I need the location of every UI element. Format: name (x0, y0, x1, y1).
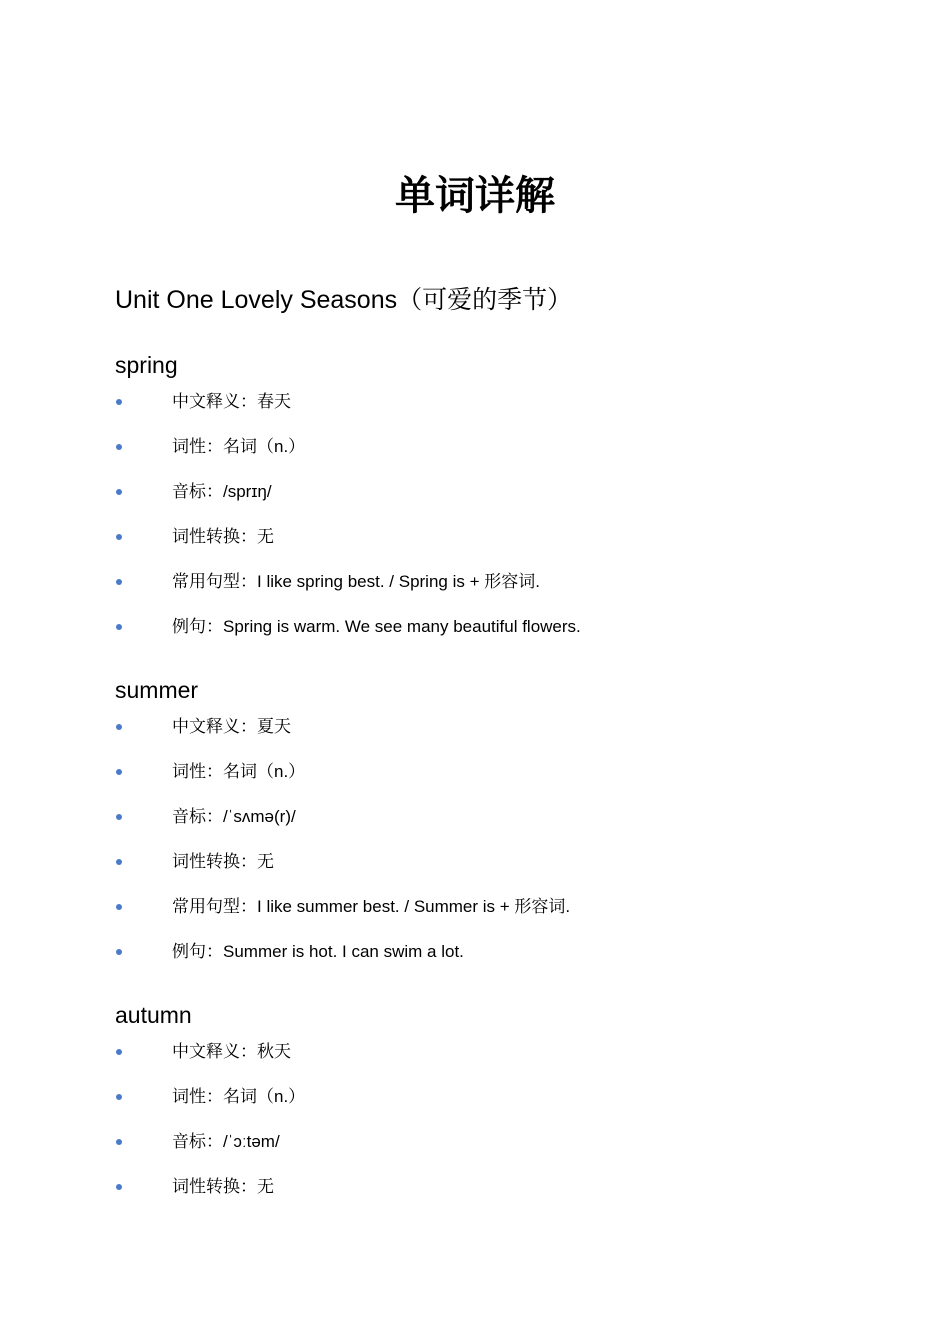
property-text: 例句：Summer is hot. I can swim a lot. (172, 942, 464, 961)
property-text: 词性转换：无 (172, 1177, 274, 1196)
bullet-icon (116, 1139, 122, 1145)
property-text: 常用句型：I like spring best. / Spring is + 形容词. (172, 572, 540, 591)
bullet-icon (116, 399, 122, 405)
property-text: 词性：名词（n.） (172, 1087, 306, 1106)
bullet-icon (116, 724, 122, 730)
unit-heading: Unit One Lovely Seasons（可爱的季节） (115, 286, 573, 314)
word-property-item (115, 478, 875, 523)
property-text: 词性：名词（n.） (172, 762, 306, 781)
bullet-icon (116, 949, 122, 955)
word-property-item (115, 1083, 875, 1128)
word-heading: spring (115, 352, 178, 378)
property-text: 词性转换：无 (172, 527, 274, 546)
word-heading: autumn (115, 1002, 192, 1028)
word-property-item (115, 523, 875, 568)
property-text: 音标：/sprɪŋ/ (172, 482, 272, 501)
bullet-icon (116, 1049, 122, 1055)
bullet-icon (116, 769, 122, 775)
property-text: 词性：名词（n.） (172, 437, 306, 456)
bullet-icon (116, 859, 122, 865)
word-property-item (115, 713, 875, 758)
property-text: 音标：/ˈsʌmə(r)/ (172, 807, 296, 826)
word-entry-autumn (115, 998, 875, 1218)
page-title: 单词详解 (395, 174, 555, 218)
word-property-item (115, 613, 875, 658)
word-property-item (115, 433, 875, 478)
bullet-icon (116, 624, 122, 630)
word-property-item (115, 758, 875, 803)
word-property-item (115, 568, 875, 613)
word-property-item (115, 1173, 875, 1218)
word-property-item (115, 848, 875, 893)
property-text: 中文释义：夏天 (172, 717, 291, 736)
property-text: 中文释义：春天 (172, 392, 291, 411)
property-text: 词性转换：无 (172, 852, 274, 871)
word-property-item (115, 803, 875, 848)
word-property-list (115, 713, 875, 983)
bullet-icon (116, 814, 122, 820)
word-property-item (115, 388, 875, 433)
word-property-item (115, 893, 875, 938)
bullet-icon (116, 489, 122, 495)
property-text: 中文释义：秋天 (172, 1042, 291, 1061)
word-entry-spring (115, 348, 875, 658)
word-property-item (115, 1128, 875, 1173)
bullet-icon (116, 534, 122, 540)
bullet-icon (116, 904, 122, 910)
property-text: 例句：Spring is warm. We see many beautiful flowers. (172, 617, 581, 636)
property-text: 常用句型：I like summer best. / Summer is + 形容词. (172, 897, 571, 916)
property-text: 音标：/ˈɔːtəm/ (172, 1132, 280, 1151)
word-property-list (115, 1038, 875, 1218)
bullet-icon (116, 579, 122, 585)
word-property-list (115, 388, 875, 658)
word-entry-summer (115, 673, 875, 983)
word-heading: summer (115, 677, 199, 703)
word-property-item (115, 1038, 875, 1083)
bullet-icon (116, 1094, 122, 1100)
bullet-icon (116, 1184, 122, 1190)
bullet-icon (116, 444, 122, 450)
word-property-item (115, 938, 875, 983)
